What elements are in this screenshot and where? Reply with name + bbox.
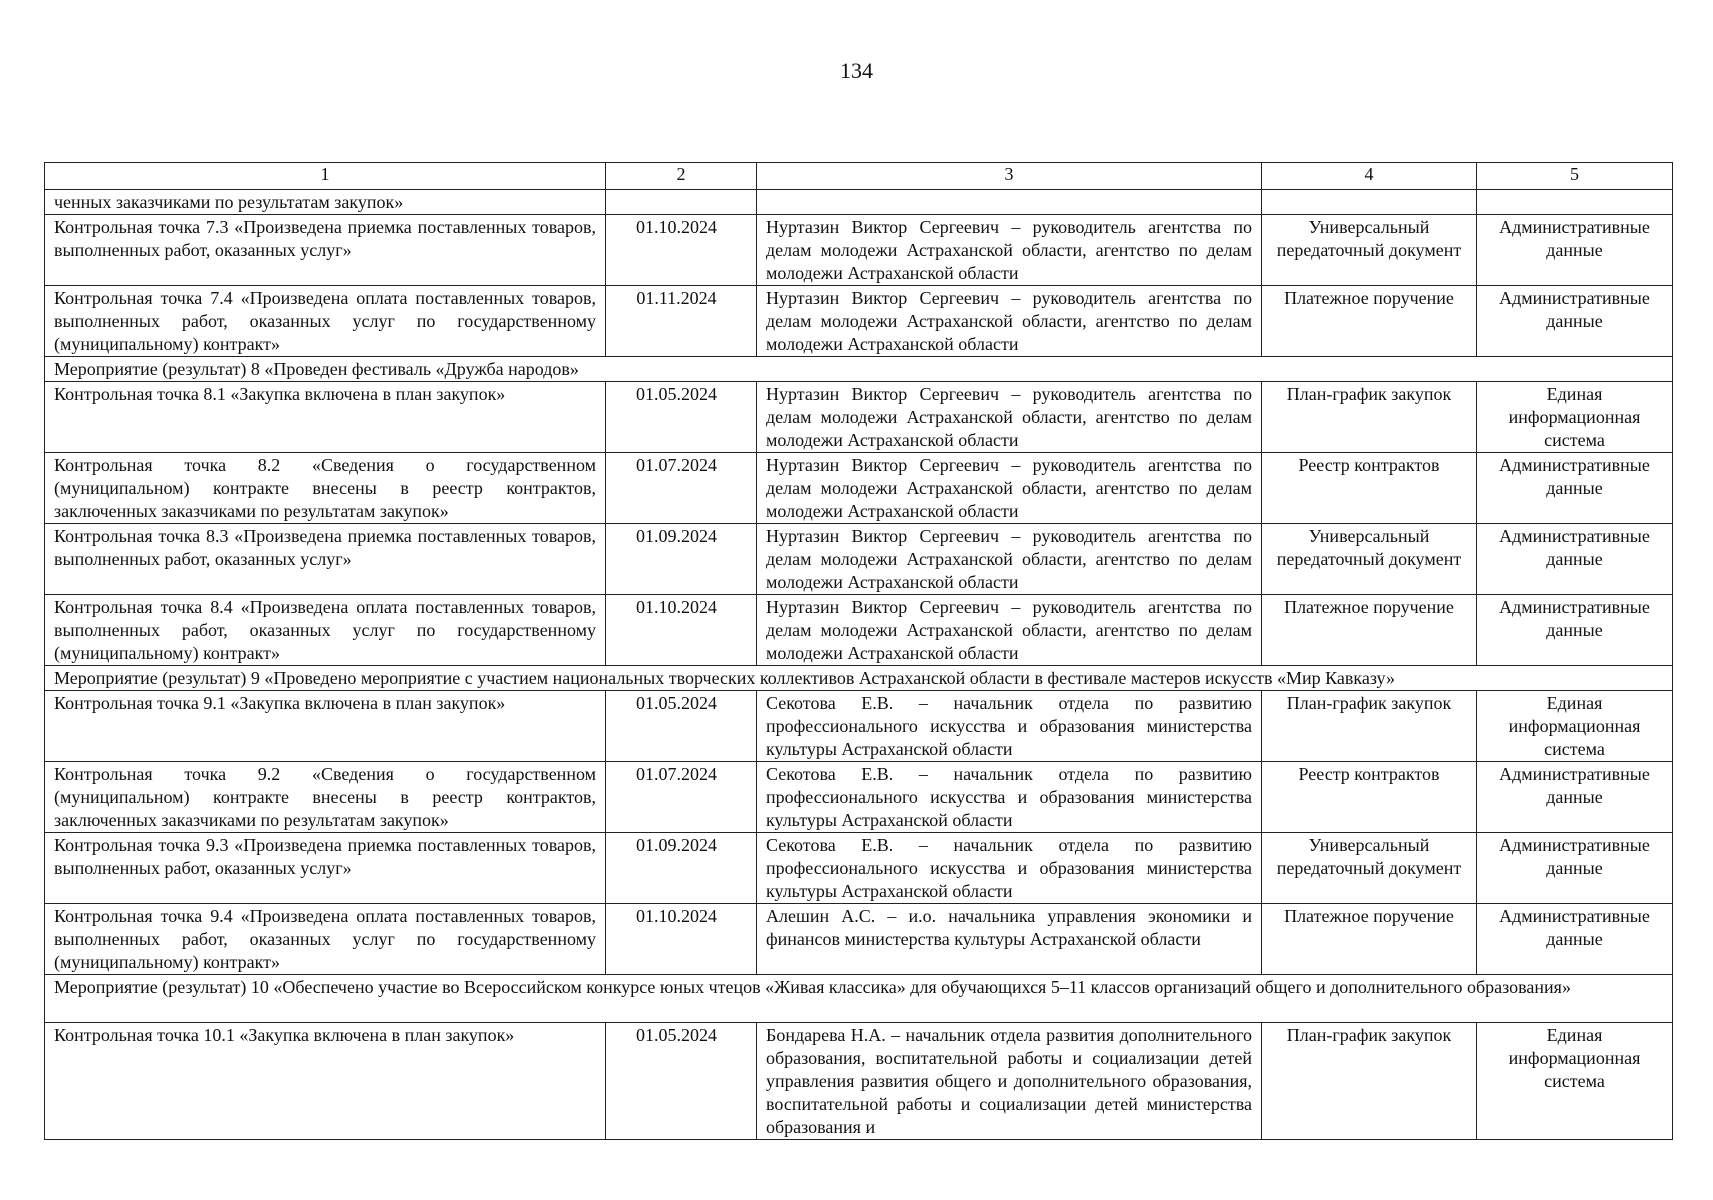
control-point-name: Контрольная точка 8.2 «Сведения о государственном (муниципальном) контракте внесены в реестр контрактов, заключенных заказчиками по результатам закупок» [45, 453, 606, 524]
table-row [45, 904, 1673, 975]
responsible-person: Нуртазин Виктор Сергеевич – руководитель агентства по делам молодежи Астраханской области, агентство по делам молодежи Астраханской области [757, 524, 1262, 595]
table-row [45, 762, 1673, 833]
deadline-date: 01.11.2024 [606, 286, 757, 357]
section-row [45, 666, 1673, 691]
deadline-date: 01.10.2024 [606, 904, 757, 975]
document-type: Универсальный передаточный документ [1262, 833, 1477, 904]
information-source: Административные данные [1477, 595, 1673, 666]
information-source: Единая информационная система [1477, 1023, 1673, 1140]
information-source [1477, 190, 1673, 215]
table-row [45, 524, 1673, 595]
control-point-name: ченных заказчиками по результатам закупок» [45, 190, 606, 215]
responsible-person: Нуртазин Виктор Сергеевич – руководитель агентства по делам молодежи Астраханской области, агентство по делам молодежи Астраханской области [757, 286, 1262, 357]
table-row [45, 1023, 1673, 1140]
control-point-name: Контрольная точка 7.4 «Произведена оплата поставленных товаров, выполненных работ, оказанных услуг по государственному (муниципальному) контракт» [45, 286, 606, 357]
control-point-name: Контрольная точка 9.4 «Произведена оплата поставленных товаров, выполненных работ, оказанных услуг по государственному (муниципальному) контракт» [45, 904, 606, 975]
deadline-date [606, 190, 757, 215]
column-number: 5 [1477, 163, 1673, 190]
document-type: Платежное поручение [1262, 904, 1477, 975]
deadline-date: 01.09.2024 [606, 833, 757, 904]
table-row [45, 382, 1673, 453]
responsible-person [757, 190, 1262, 215]
section-title: Мероприятие (результат) 8 «Проведен фестиваль «Дружба народов» [45, 357, 1673, 382]
deadline-date: 01.05.2024 [606, 382, 757, 453]
section-row [45, 357, 1673, 382]
control-point-name: Контрольная точка 9.2 «Сведения о государственном (муниципальном) контракте внесены в реестр контрактов, заключенных заказчиками по результатам закупок» [45, 762, 606, 833]
section-row [45, 975, 1673, 1023]
deadline-date: 01.05.2024 [606, 1023, 757, 1140]
document-type: Реестр контрактов [1262, 453, 1477, 524]
table-row [45, 215, 1673, 286]
table-row [45, 453, 1673, 524]
continuation-row [45, 190, 1673, 215]
control-point-name: Контрольная точка 8.3 «Произведена приемка поставленных товаров, выполненных работ, оказанных услуг» [45, 524, 606, 595]
control-points-table [44, 162, 1673, 1140]
information-source: Административные данные [1477, 286, 1673, 357]
deadline-date: 01.10.2024 [606, 215, 757, 286]
information-source: Единая информационная система [1477, 691, 1673, 762]
column-number: 1 [45, 163, 606, 190]
table-row [45, 286, 1673, 357]
deadline-date: 01.05.2024 [606, 691, 757, 762]
responsible-person: Бондарева Н.А. – начальник отдела развития дополнительного образования, воспитательной работы и социализации детей управления развития общего и дополнительного образования, воспитательной работы и социализации детей министерства образования и [757, 1023, 1262, 1140]
section-title: Мероприятие (результат) 9 «Проведено мероприятие с участием национальных творческих коллективов Астраханской области в фестивале мастеров искусств «Мир Кавказу» [45, 666, 1673, 691]
information-source: Единая информационная система [1477, 382, 1673, 453]
document-type: Универсальный передаточный документ [1262, 215, 1477, 286]
information-source: Административные данные [1477, 762, 1673, 833]
document-type: Универсальный передаточный документ [1262, 524, 1477, 595]
document-type: Реестр контрактов [1262, 762, 1477, 833]
section-title: Мероприятие (результат) 10 «Обеспечено участие во Всероссийском конкурсе юных чтецов «Живая классика» для обучающихся 5–11 классов организаций общего и дополнительного образования» [45, 975, 1673, 1023]
responsible-person: Нуртазин Виктор Сергеевич – руководитель агентства по делам молодежи Астраханской области, агентство по делам молодежи Астраханской области [757, 595, 1262, 666]
table-row [45, 691, 1673, 762]
column-number: 4 [1262, 163, 1477, 190]
responsible-person: Секотова Е.В. – начальник отдела по развитию профессионального искусства и образования министерства культуры Астраханской области [757, 762, 1262, 833]
table-row [45, 595, 1673, 666]
deadline-date: 01.09.2024 [606, 524, 757, 595]
control-point-name: Контрольная точка 10.1 «Закупка включена в план закупок» [45, 1023, 606, 1140]
document-type: План-график закупок [1262, 382, 1477, 453]
document-type [1262, 190, 1477, 215]
document-type: Платежное поручение [1262, 595, 1477, 666]
column-number-row [45, 163, 1673, 190]
responsible-person: Нуртазин Виктор Сергеевич – руководитель агентства по делам молодежи Астраханской области, агентство по делам молодежи Астраханской области [757, 453, 1262, 524]
column-number: 2 [606, 163, 757, 190]
table-body [45, 163, 1673, 1140]
deadline-date: 01.07.2024 [606, 762, 757, 833]
control-point-name: Контрольная точка 7.3 «Произведена приемка поставленных товаров, выполненных работ, оказанных услуг» [45, 215, 606, 286]
responsible-person: Секотова Е.В. – начальник отдела по развитию профессионального искусства и образования министерства культуры Астраханской области [757, 691, 1262, 762]
deadline-date: 01.07.2024 [606, 453, 757, 524]
document-type: План-график закупок [1262, 1023, 1477, 1140]
document-type: Платежное поручение [1262, 286, 1477, 357]
information-source: Административные данные [1477, 524, 1673, 595]
responsible-person: Нуртазин Виктор Сергеевич – руководитель агентства по делам молодежи Астраханской области, агентство по делам молодежи Астраханской области [757, 382, 1262, 453]
deadline-date: 01.10.2024 [606, 595, 757, 666]
table-row [45, 833, 1673, 904]
information-source: Административные данные [1477, 453, 1673, 524]
control-point-name: Контрольная точка 8.4 «Произведена оплата поставленных товаров, выполненных работ, оказанных услуг по государственному (муниципальному) контракт» [45, 595, 606, 666]
page-number: 134 [840, 58, 873, 83]
information-source: Административные данные [1477, 833, 1673, 904]
control-point-name: Контрольная точка 8.1 «Закупка включена в план закупок» [45, 382, 606, 453]
information-source: Административные данные [1477, 215, 1673, 286]
column-number: 3 [757, 163, 1262, 190]
document-type: План-график закупок [1262, 691, 1477, 762]
responsible-person: Секотова Е.В. – начальник отдела по развитию профессионального искусства и образования министерства культуры Астраханской области [757, 833, 1262, 904]
control-point-name: Контрольная точка 9.1 «Закупка включена в план закупок» [45, 691, 606, 762]
responsible-person: Нуртазин Виктор Сергеевич – руководитель агентства по делам молодежи Астраханской области, агентство по делам молодежи Астраханской области [757, 215, 1262, 286]
responsible-person: Алешин А.С. – и.о. начальника управления экономики и финансов министерства культуры Астраханской области [757, 904, 1262, 975]
control-point-name: Контрольная точка 9.3 «Произведена приемка поставленных товаров, выполненных работ, оказанных услуг» [45, 833, 606, 904]
information-source: Административные данные [1477, 904, 1673, 975]
